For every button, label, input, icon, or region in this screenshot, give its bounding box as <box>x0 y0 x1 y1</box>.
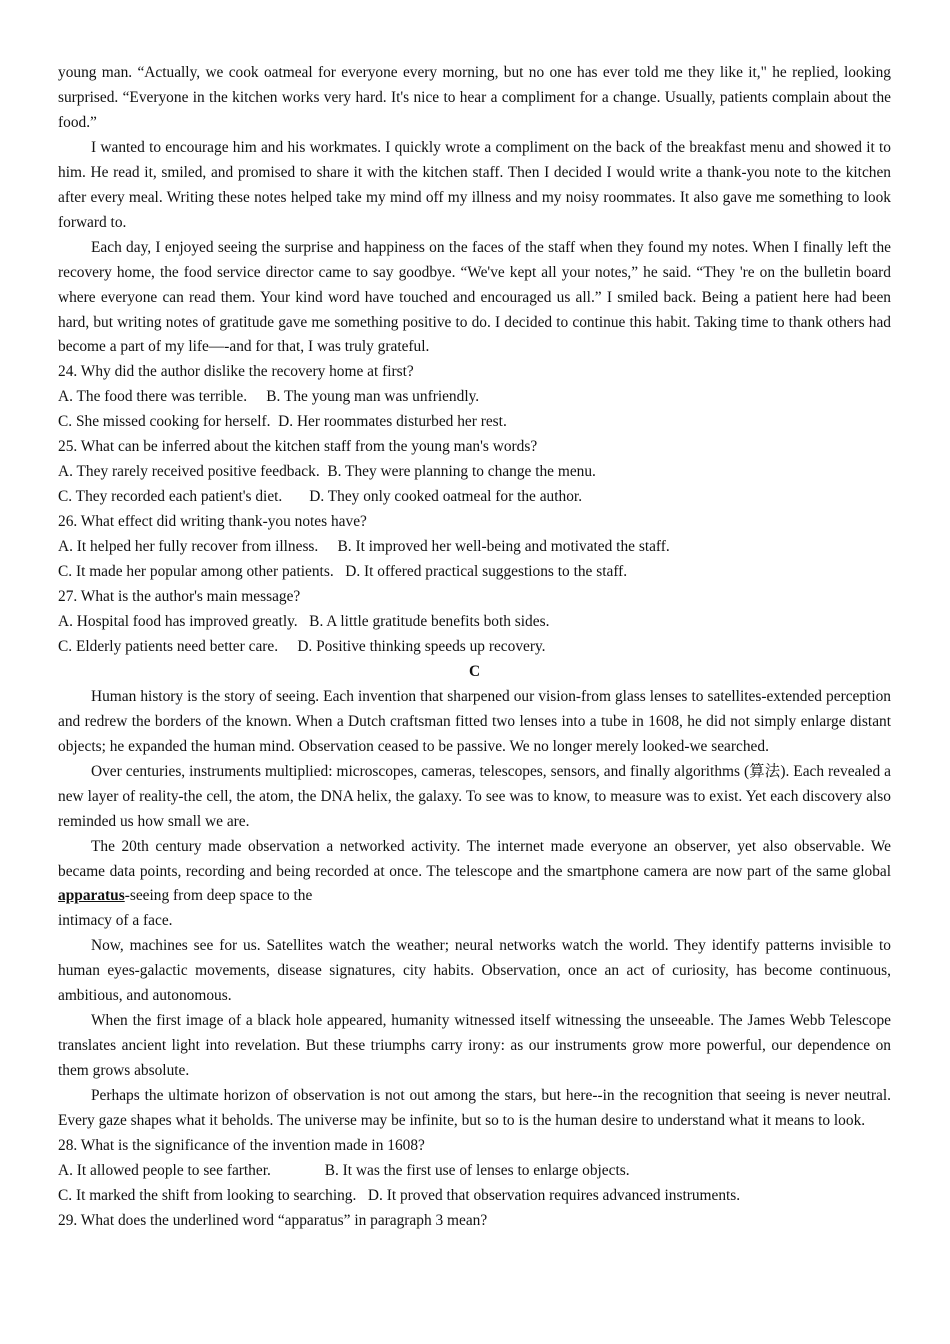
question-25-stem: 25. What can be inferred about the kitchen staff from the young man's words? <box>58 438 538 456</box>
question-29-stem: 29. What does the underlined word “apparatus” in paragraph 3 mean? <box>58 1211 488 1229</box>
question-27-options-ab: A. Hospital food has improved greatly. B. A little gratitude benefits both sides. <box>58 612 550 630</box>
question-25-options-cd: C. They recorded each patient's diet. D. They only cooked oatmeal for the author. <box>58 488 583 506</box>
passage-b-paragraph-1: young man. “Actually, we cook oatmeal for everyone every morning, but no one has ever told me they like it," he replied, looking surprised. “Everyone in the kitchen works very hard. It's nice to hear a compliment for a change. Usually, patients complain about the food.” <box>58 64 891 131</box>
question-28-options-ab: A. It allowed people to see farther. B. It was the first use of lenses to enlarge objects. <box>58 1161 630 1179</box>
passage-c-paragraph-3 <box>58 835 891 910</box>
passage-c-paragraph-2: Over centuries, instruments multiplied: microscopes, cameras, telescopes, sensors, and finally algorithms (算法). Each revealed a new layer of reality-the cell, the atom, the DNA helix, the galaxy. To see was to know, to measure was to exist. Yet each discovery also reminded us how small we are. <box>58 762 891 830</box>
passage-c-paragraph-1: Human history is the story of seeing. Each invention that sharpened our vision-from glass lenses to satellites-extended perception and redrew the borders of the known. When a Dutch craftsman fitted two lenses into a tube in 1608, he did not simply enlarge distant objects; he expanded the human mind. Observation ceased to be passive. We no longer merely looked-we searched. <box>58 687 891 755</box>
paragraph-3-text-after: -seeing from deep space to the <box>124 887 313 905</box>
question-24-options-ab: A. The food there was terrible. B. The young man was unfriendly. <box>58 388 480 406</box>
question-28-options-cd: C. It marked the shift from looking to searching. D. It proved that observation requires advanced instruments. <box>58 1186 741 1204</box>
question-24-options-cd: C. She missed cooking for herself. D. Her roommates disturbed her rest. <box>58 413 507 431</box>
exam-page <box>58 61 891 1234</box>
passage-c-paragraph-5: When the first image of a black hole appeared, humanity witnessed itself witnessing the unseeable. The James Webb Telescope translates ancient light into revelation. But these triumphs carry irony: as our instruments grow more powerful, our dependence on them grows absolute. <box>58 1012 891 1080</box>
question-26-options-cd: C. It made her popular among other patients. D. It offered practical suggestions to the staff. <box>58 563 628 581</box>
question-27-stem: 27. What is the author's main message? <box>58 588 301 606</box>
question-26-options-ab: A. It helped her fully recover from illness. B. It improved her well-being and motivated the staff. <box>58 538 670 556</box>
question-25-options-ab: A. They rarely received positive feedback. B. They were planning to change the menu. <box>58 463 596 481</box>
passage-c-paragraph-4: Now, machines see for us. Satellites watch the weather; neural networks watch the world. They identify patterns invisible to human eyes-galactic movements, disease signatures, city habits. Observation, once an act of curiosity, has become continuous, ambitious, and autonomous. <box>58 937 891 1005</box>
question-26-stem: 26. What effect did writing thank-you notes have? <box>58 513 367 531</box>
section-c-heading: C <box>468 662 481 680</box>
passage-b-paragraph-3: Each day, I enjoyed seeing the surprise and happiness on the faces of the staff when they found my notes. When I finally left the recovery home, the food service director came to say goodbye. “We've kept all your notes,” he said. “They 're on the bulletin board where everyone can read them. Your kind word have touched and encouraged us all.” I smiled back. Being a patient here had been hard, but writing notes of gratitude gave me something positive to do. I decided to continue this habit. Taking time to thank others had become a part of my life—-and for that, I was truly grateful. <box>58 238 891 356</box>
question-27-options-cd: C. Elderly patients need better care. D. Positive thinking speeds up recovery. <box>58 637 546 655</box>
question-28-stem: 28. What is the significance of the invention made in 1608? <box>58 1136 425 1154</box>
underlined-word-apparatus: apparatus <box>58 887 125 905</box>
passage-b-paragraph-2: I wanted to encourage him and his workmates. I quickly wrote a compliment on the back of the breakfast menu and showed it to him. He read it, smiled, and promised to share it with the kitchen staff. Then I decided I would write a thank-you note to the kitchen after every meal. Writing these notes helped take my mind off my illness and my noisy roommates. It also gave me something to look forward to. <box>58 138 891 231</box>
question-24-stem: 24. Why did the author dislike the recovery home at first? <box>58 363 414 381</box>
paragraph-3-text-before: The 20th century made observation a networked activity. The internet made everyone an observer, yet also observable. We became data points, recording and being recorded at once. The telescope and the smartphone camera are now part of the same global <box>58 837 891 880</box>
passage-c-paragraph-6: Perhaps the ultimate horizon of observation is not out among the stars, but here--in the recognition that seeing is never neutral. Every gaze shapes what it beholds. The universe may be infinite, but so to is the human desire to understand what it means to look. <box>58 1087 891 1130</box>
paragraph-3-tail: intimacy of a face. <box>58 912 173 930</box>
